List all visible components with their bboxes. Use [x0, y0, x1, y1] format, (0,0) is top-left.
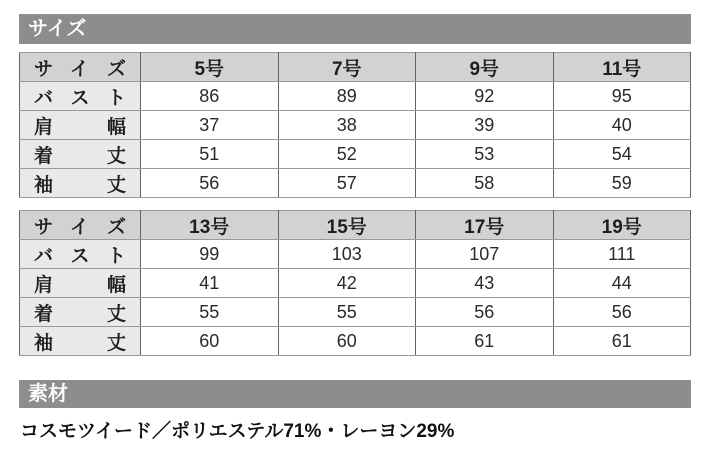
size-column-header: 5号	[141, 53, 279, 82]
measurement-label: バスト	[20, 82, 141, 111]
measurement-label: 袖丈	[20, 327, 141, 356]
size-section-header: サイズ	[19, 14, 691, 44]
measurement-value: 103	[278, 240, 416, 269]
measurement-value: 57	[278, 169, 416, 198]
measurement-value: 99	[141, 240, 279, 269]
measurement-row	[20, 111, 691, 140]
size-column-header: 11号	[553, 53, 691, 82]
measurement-row	[20, 269, 691, 298]
measurement-value: 92	[416, 82, 554, 111]
measurement-value: 55	[278, 298, 416, 327]
measurement-value: 60	[141, 327, 279, 356]
measurement-value: 86	[141, 82, 279, 111]
size-corner-label: サイズ	[20, 53, 141, 82]
measurement-value: 37	[141, 111, 279, 140]
measurement-label: 肩幅	[20, 269, 141, 298]
measurement-row	[20, 298, 691, 327]
measurement-row	[20, 240, 691, 269]
measurement-value: 44	[553, 269, 691, 298]
measurement-value: 41	[141, 269, 279, 298]
size-corner-label: サイズ	[20, 211, 141, 240]
measurement-row	[20, 82, 691, 111]
measurement-value: 52	[278, 140, 416, 169]
size-header-row	[20, 53, 691, 82]
measurement-value: 107	[416, 240, 554, 269]
measurement-value: 39	[416, 111, 554, 140]
measurement-value: 55	[141, 298, 279, 327]
measurement-value: 53	[416, 140, 554, 169]
measurement-value: 111	[553, 240, 691, 269]
measurement-value: 89	[278, 82, 416, 111]
measurement-value: 51	[141, 140, 279, 169]
measurement-value: 56	[141, 169, 279, 198]
size-header-row	[20, 211, 691, 240]
measurement-value: 40	[553, 111, 691, 140]
measurement-row	[20, 327, 691, 356]
size-column-header: 13号	[141, 211, 279, 240]
measurement-label: 着丈	[20, 140, 141, 169]
measurement-value: 56	[416, 298, 554, 327]
measurement-value: 38	[278, 111, 416, 140]
measurement-value: 43	[416, 269, 554, 298]
material-section-header: 素材	[19, 380, 691, 408]
content-area	[19, 0, 691, 443]
size-table-small-sizes	[19, 52, 691, 198]
measurement-label: 着丈	[20, 298, 141, 327]
size-column-header: 9号	[416, 53, 554, 82]
measurement-value: 58	[416, 169, 554, 198]
material-description: コスモツイード／ポリエステル71%・レーヨン29%	[20, 421, 455, 442]
measurement-value: 95	[553, 82, 691, 111]
size-column-header: 19号	[553, 211, 691, 240]
measurement-value: 54	[553, 140, 691, 169]
measurement-label: バスト	[20, 240, 141, 269]
measurement-value: 61	[553, 327, 691, 356]
measurement-row	[20, 169, 691, 198]
measurement-value: 42	[278, 269, 416, 298]
measurement-value: 56	[553, 298, 691, 327]
measurement-label: 肩幅	[20, 111, 141, 140]
measurement-value: 59	[553, 169, 691, 198]
size-column-header: 15号	[278, 211, 416, 240]
size-column-header: 7号	[278, 53, 416, 82]
size-column-header: 17号	[416, 211, 554, 240]
measurement-value: 61	[416, 327, 554, 356]
measurement-row	[20, 140, 691, 169]
size-table-large-sizes	[19, 210, 691, 356]
measurement-value: 60	[278, 327, 416, 356]
measurement-label: 袖丈	[20, 169, 141, 198]
